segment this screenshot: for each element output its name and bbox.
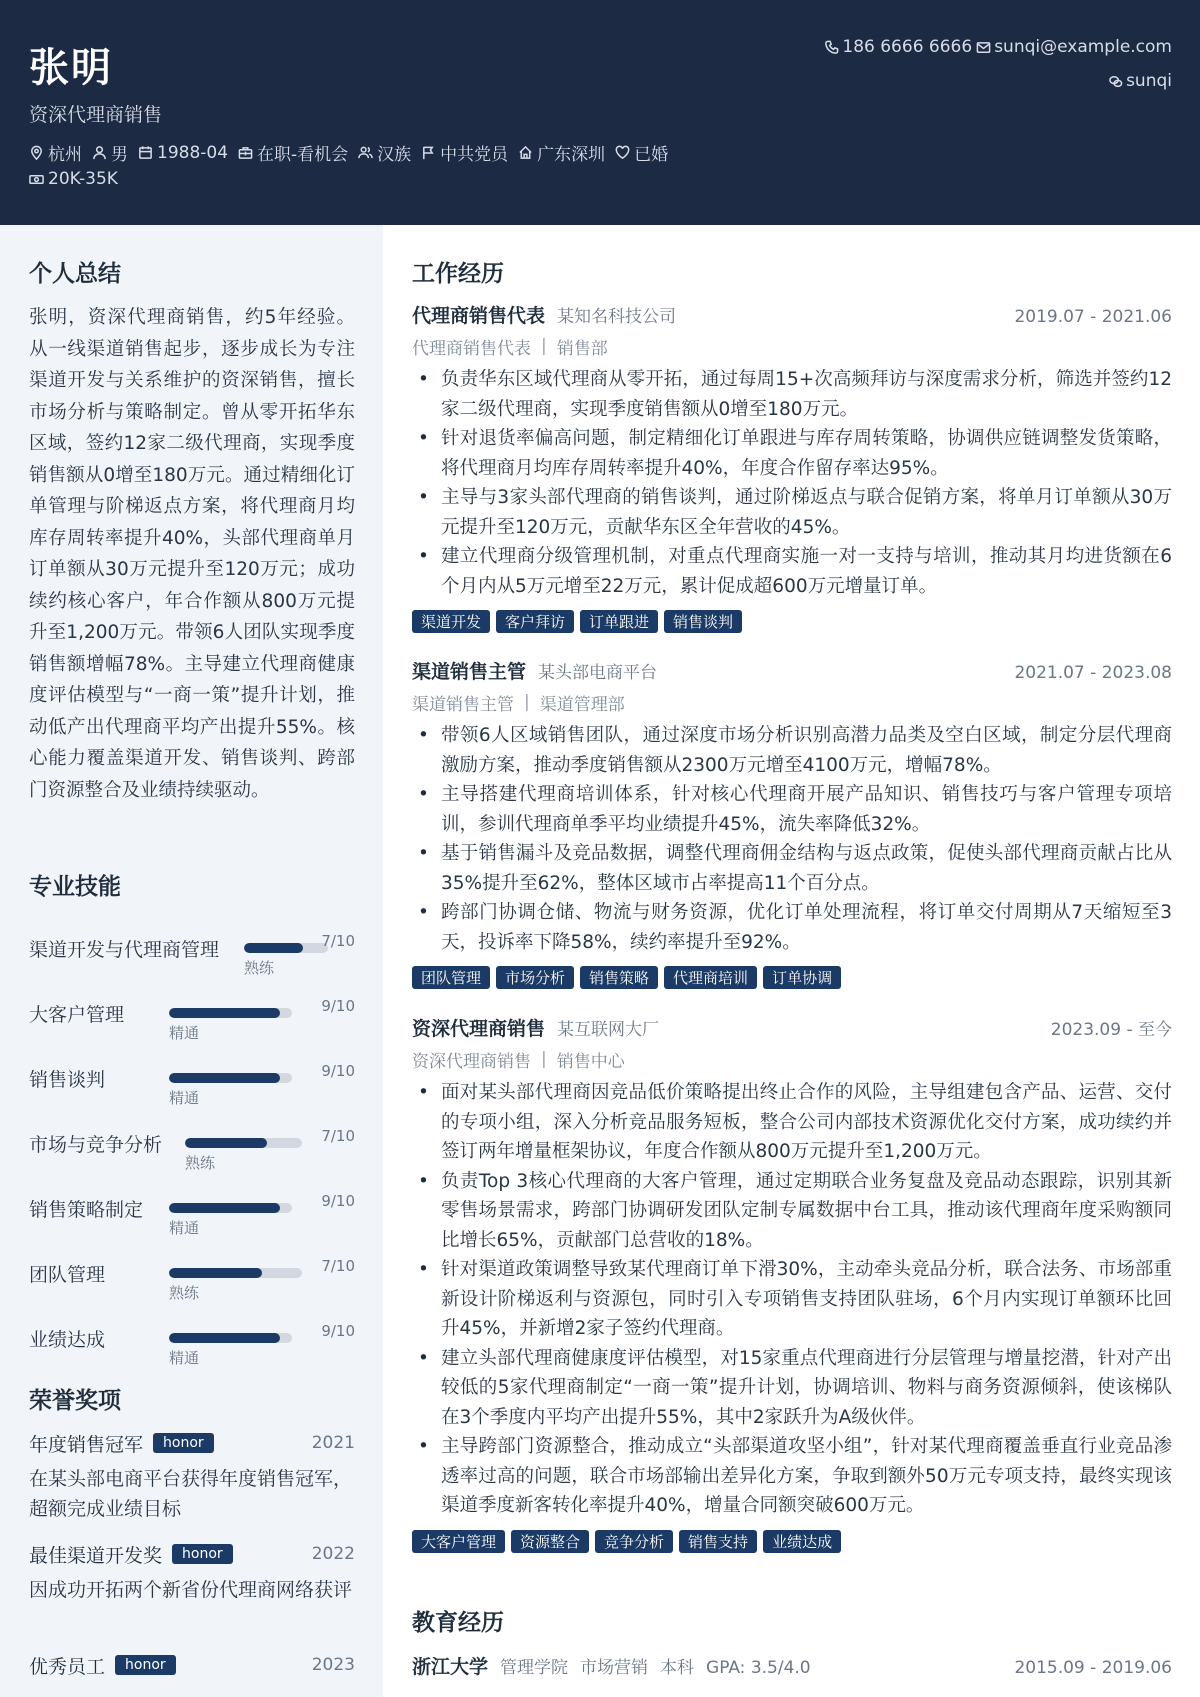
job-department: 渠道管理部 <box>539 694 625 715</box>
college: 管理学院 <box>500 1658 569 1678</box>
list-item: • 针对渠道政策调整导致某代理商订单下滑30%，主动牵头竞品分析，联合法务、市场部重新设计阶梯返利与资源包，同时引入专项销售支持团队驻场，6个月内实现订单额环比回升45%，并新增2家子签约代理商。 <box>412 1255 1172 1344</box>
job-position: 代理商销售代表 <box>412 338 531 359</box>
job-tags <box>412 610 1172 633</box>
job-role: 资深代理商销售 <box>412 1018 546 1040</box>
skill-bar <box>185 1138 302 1148</box>
list-item: • 主导与3家头部代理商的销售谈判，通过阶梯返点与联合促销方案，将单月订单额从30万元提升至120万元，贡献华东区全年营收的45%。 <box>412 483 1172 542</box>
skill-item: 渠道开发与代理商管理 熟练 7/10 <box>29 932 355 977</box>
salary-icon <box>29 172 44 187</box>
personal-info-row <box>29 140 678 165</box>
email[interactable]: sunqi@example.com <box>976 37 1172 57</box>
wechat-icon <box>1108 74 1123 89</box>
job-bullets <box>412 1078 1172 1521</box>
job-bullets <box>412 721 1172 957</box>
skill-tag: 大客户管理 <box>412 1530 505 1553</box>
skill-tag: 客户拜访 <box>496 610 574 633</box>
wechat[interactable]: sunqi <box>1108 71 1172 91</box>
meta-political: 中共党员 <box>421 140 508 165</box>
skill-item: 销售策略制定 精通 9/10 <box>29 1192 355 1237</box>
location-icon <box>29 145 44 160</box>
degree: 本科 <box>660 1658 695 1678</box>
job-entry: 渠道销售主管 某头部电商平台 2021.07 - 2023.08 渠道销售主管 | 渠道管理部 • 带领6人区域销售团队，通过深度市场分析识别高潜力品类及空白区域，制定分层代理商激励方案，推动季度销售额从2300万元增至4100万元，增幅78%。 • 主导搭建代理商培训体系，针对核心代理商开展产品知识、销售技巧与客户管理专项培训，参训代理商单季平均业绩提升45%，流失率降低32%。 • 基于销售漏斗及竞品数据，调整代理商佣金结构与返点政策，促使头部代理商贡献占比从35%提升至62%，整体区域市占率提高11个百分点。 • 跨部门协调仓储、物流与财务资源，优化订单处理流程，将订单交付周期从7天缩短至3天，投诉率下降58%，续约率提升至92%。 团队管理 市场分析 销售策略 代理商培训 订单协调 <box>412 657 1172 989</box>
summary-text: 张明，资深代理商销售，约5年经验。从一线渠道销售起步，逐步成长为专注渠道开发与关系维护的资深销售，擅长市场分析与策略制定。曾从零开拓华东区域，签约12家二级代理商，实现季度销售额从0增至180万元。通过精细化订单管理与阶梯返点方案，将代理商月均库存周转率提升40%，头部代理商单月订单额从30万元提升至120万元；成功续约核心客户，年合作额从800万元提升至1,200万元。带领6人团队实现季度销售额增幅78%。主导建立代理商健康度评估模型与“一商一策”提升计划，推动低产出代理商平均产出提升55%。核心能力覆盖渠道开发、销售谈判、跨部门资源整合及业绩持续驱动。 <box>29 307 355 801</box>
skill-tag: 业绩达成 <box>763 1530 841 1553</box>
job-position: 渠道销售主管 <box>412 694 514 715</box>
job-tags <box>412 966 1172 989</box>
list-item: • 针对退货率偏高问题，制定精细化订单跟进与库存周转策略，协调供应链调整发货策略，将代理商月均库存周转率提升40%，年度合作留存率达95%。 <box>412 424 1172 483</box>
sidebar <box>0 225 383 1697</box>
list-item: • 负责华东区域代理商从零开拓，通过每周15+次高频拜访与深度需求分析，筛选并签约12家二级代理商，实现季度销售额从0增至180万元。 <box>412 365 1172 424</box>
skill-item: 大客户管理 精通 9/10 <box>29 997 355 1042</box>
job-dates: 2023.09 - 至今 <box>1050 1020 1172 1040</box>
skill-item: 市场与竞争分析 熟练 7/10 <box>29 1127 355 1172</box>
job-role: 渠道销售主管 <box>412 661 527 683</box>
award-item: 年度销售冠军 honor 2021 在某头部电商平台获得年度销售冠军，超额完成业绩目标 <box>29 1433 355 1520</box>
skill-tag: 销售支持 <box>679 1530 757 1553</box>
list-item: • 带领6人区域销售团队，通过深度市场分析识别高潜力品类及空白区域，制定分层代理商激励方案，推动季度销售额从2300万元增至4100万元，增幅78%。 <box>412 721 1172 780</box>
home-icon <box>518 145 533 160</box>
flag-icon <box>421 145 436 160</box>
honor-badge: honor <box>153 1433 214 1453</box>
list-item: • 建立头部代理商健康度评估模型，对15家重点代理商进行分层管理与增量挖潜，针对产出较低的5家代理商制定“一商一策”提升计划，协调培训、物料与商务资源倾斜，使该梯队在3个季度内平均产出提升55%，其中2家跃升为A级伙伴。 <box>412 1344 1172 1433</box>
skill-tag: 资源整合 <box>511 1530 589 1553</box>
meta-location: 杭州 <box>29 140 82 165</box>
job-role: 代理商销售代表 <box>412 305 546 327</box>
skill-tag: 代理商培训 <box>664 966 757 989</box>
list-item: • 主导搭建代理商培训体系，针对核心代理商开展产品知识、销售技巧与客户管理专项培训，参训代理商单季平均业绩提升45%，流失率降低32%。 <box>412 780 1172 839</box>
meta-salary: 20K-35K <box>29 169 118 189</box>
resume-header <box>0 0 1200 225</box>
mail-icon <box>976 40 991 55</box>
meta-gender: 男 <box>92 140 128 165</box>
experience-title: 工作经历 <box>412 261 504 287</box>
skill-tag: 渠道开发 <box>412 610 490 633</box>
major: 市场营销 <box>580 1658 649 1678</box>
job-tags <box>412 1530 1172 1553</box>
education-entry <box>412 1652 1172 1682</box>
list-item: • 建立代理商分级管理机制，对重点代理商实施一对一支持与培训，推动其月均进货额在6个月内从5万元增至22万元，累计促成超600万元增量订单。 <box>412 542 1172 601</box>
job-entry: 代理商销售代表 某知名科技公司 2019.07 - 2021.06 代理商销售代表 | 销售部 • 负责华东区域代理商从零开拓，通过每周15+次高频拜访与深度需求分析，筛选并签约12家二级代理商，实现季度销售额从0增至180万元。 • 针对退货率偏高问题，制定精细化订单跟进与库存周转策略，协调供应链调整发货策略，将代理商月均库存周转率提升40%，年度合作留存率达95%。 • 主导与3家头部代理商的销售谈判，通过阶梯返点与联合促销方案，将单月订单额从30万元提升至120万元，贡献华东区全年营收的45%。 • 建立代理商分级管理机制，对重点代理商实施一对一支持与培训，推动其月均进货额在6个月内从5万元增至22万元，累计促成超600万元增量订单。 渠道开发 客户拜访 订单跟进 销售谈判 <box>412 301 1172 633</box>
job-company: 某头部电商平台 <box>538 663 658 683</box>
job-dates: 2019.07 - 2021.06 <box>1014 307 1172 327</box>
school-name: 浙江大学 <box>412 1656 489 1678</box>
meta-status: 在职-看机会 <box>238 140 348 165</box>
job-bullets <box>412 365 1172 601</box>
phone[interactable]: 186 6666 6666 <box>824 37 972 57</box>
calendar-icon <box>138 145 153 160</box>
skill-item: 业绩达成 精通 9/10 <box>29 1322 355 1367</box>
contact-info <box>820 36 1172 92</box>
list-item: • 基于销售漏斗及竞品数据，调整代理商佣金结构与返点政策，促使头部代理商贡献占比从35%提升至62%，整体区域市占率提高11个百分点。 <box>412 839 1172 898</box>
salary-row <box>29 169 128 189</box>
skill-bar <box>169 1203 292 1213</box>
skill-tag: 市场分析 <box>496 966 574 989</box>
list-item: • 跨部门协调仓储、物流与财务资源，优化订单处理流程，将订单交付周期从7天缩短至3天，投诉率下降58%，续约率提升至92%。 <box>412 898 1172 957</box>
list-item: • 主导跨部门资源整合，推动成立“头部渠道攻坚小组”，针对某代理商覆盖垂直行业竞品渗透率过高的问题，联合市场部输出差异化方案，争取到额外50万元专项支持，最终实现该渠道季度新客转化率提升40%，增量合同额突破600万元。 <box>412 1432 1172 1521</box>
skill-item: 销售谈判 精通 9/10 <box>29 1062 355 1107</box>
skill-bar <box>169 1008 292 1018</box>
skill-bar <box>169 1333 292 1343</box>
job-position: 资深代理商销售 <box>412 1051 531 1072</box>
award-item: 优秀员工 honor 2023 <box>29 1655 355 1678</box>
skill-bar <box>244 943 328 953</box>
job-department: 销售部 <box>556 338 608 359</box>
skill-tag: 团队管理 <box>412 966 490 989</box>
heart-icon <box>615 145 630 160</box>
person-icon <box>92 145 107 160</box>
education-title: 教育经历 <box>412 1610 504 1636</box>
award-item: 最佳渠道开发奖 honor 2022 因成功开拓两个新省份代理商网络获评 <box>29 1544 355 1601</box>
gpa: GPA: 3.5/4.0 <box>706 1658 811 1678</box>
candidate-title: 资深代理商销售 <box>29 104 163 126</box>
skill-tag: 竞争分析 <box>595 1530 673 1553</box>
job-dates: 2021.07 - 2023.08 <box>1014 663 1172 683</box>
summary-title: 个人总结 <box>29 261 121 287</box>
job-department: 销售中心 <box>556 1051 625 1072</box>
job-entry: 资深代理商销售 某互联网大厂 2023.09 - 至今 资深代理商销售 | 销售中心 • 面对某头部代理商因竞品低价策略提出终止合作的风险，主导组建包含产品、运营、交付的专项小组，深入分析竞品服务短板，整合公司内部技术资源优化交付方案，成功续约并签订两年增量框架协议，年度合作额从800万元提升至1,200万元。 • 负责Top 3核心代理商的大客户管理，通过定期联合业务复盘及竞品动态跟踪，识别其新零售场景需求，跨部门协调研发团队定制专属数据中台工具，推动该代理商年度采购额同比增长65%，贡献部门总营收的18%。 • 针对渠道政策调整导致某代理商订单下滑30%，主动牵头竞品分析，联合法务、市场部重新设计阶梯返利与资源包，同时引入专项销售支持团队驻场，6个月内实现订单额环比回升45%，并新增2家子签约代理商。 • 建立头部代理商健康度评估模型，对15家重点代理商进行分层管理与增量挖潜，针对产出较低的5家代理商制定“一商一策”提升计划，协调培训、物料与商务资源倾斜，使该梯队在3个季度内平均产出提升55%，其中2家跃升为A级伙伴。 • 主导跨部门资源整合，推动成立“头部渠道攻坚小组”，针对某代理商覆盖垂直行业竞品渗透率过高的问题，联合市场部输出差异化方案，争取到额外50万元专项支持，最终实现该渠道季度新客转化率提升40%，增量合同额突破600万元。 大客户管理 资源整合 竞争分析 销售支持 业绩达成 <box>412 1014 1172 1553</box>
honor-badge: honor <box>115 1655 176 1675</box>
list-item: • 面对某头部代理商因竞品低价策略提出终止合作的风险，主导组建包含产品、运营、交付的专项小组，深入分析竞品服务短板，整合公司内部技术资源优化交付方案，成功续约并签订两年增量框架协议，年度合作额从800万元提升至1,200万元。 <box>412 1078 1172 1167</box>
skill-item: 团队管理 熟练 7/10 <box>29 1257 355 1302</box>
meta-marital: 已婚 <box>615 140 668 165</box>
job-company: 某知名科技公司 <box>557 307 677 327</box>
people-icon <box>358 145 373 160</box>
skill-tag: 订单协调 <box>763 966 841 989</box>
briefcase-icon <box>238 145 253 160</box>
skill-bar <box>169 1268 302 1278</box>
education-dates: 2015.09 - 2019.06 <box>1014 1658 1172 1678</box>
skill-tag: 销售谈判 <box>664 610 742 633</box>
skill-bar <box>169 1073 292 1083</box>
meta-birth: 1988-04 <box>138 143 228 163</box>
awards-title: 荣誉奖项 <box>29 1388 121 1414</box>
meta-ethnicity: 汉族 <box>358 140 411 165</box>
list-item: • 负责Top 3核心代理商的大客户管理，通过定期联合业务复盘及竞品动态跟踪，识别其新零售场景需求，跨部门协调研发团队定制专属数据中台工具，推动该代理商年度采购额同比增长65%，贡献部门总营收的18%。 <box>412 1167 1172 1256</box>
honor-badge: honor <box>172 1544 233 1564</box>
meta-hometown: 广东深圳 <box>518 140 605 165</box>
skill-tag: 销售策略 <box>580 966 658 989</box>
job-company: 某互联网大厂 <box>557 1020 660 1040</box>
phone-icon <box>824 40 839 55</box>
skill-tag: 订单跟进 <box>580 610 658 633</box>
candidate-name: 张明 <box>29 45 113 91</box>
skills-title: 专业技能 <box>29 874 121 900</box>
